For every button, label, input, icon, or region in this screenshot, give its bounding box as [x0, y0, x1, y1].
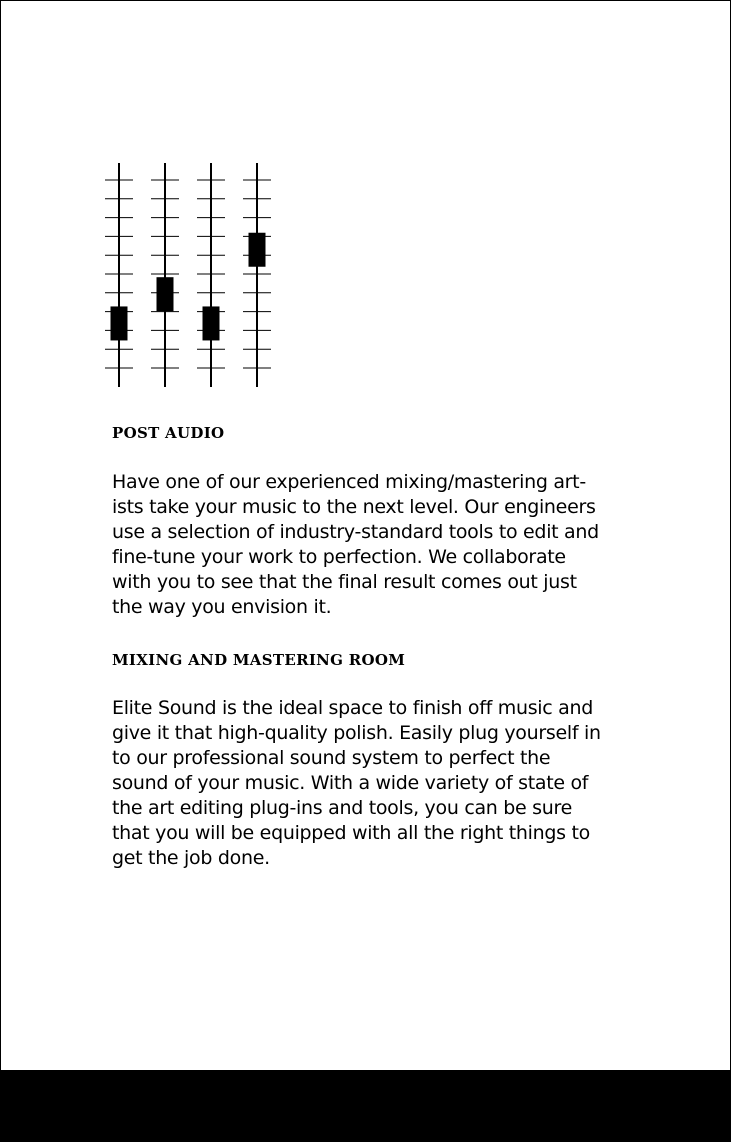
- post-audio-body: [112, 470, 652, 620]
- fader: [243, 163, 271, 387]
- fader: [151, 163, 179, 387]
- mixing-room-body: [112, 696, 652, 871]
- body-line: the art editing plug-ins and tools, you can be sure: [112, 797, 572, 819]
- body-line: use a selection of industry-standard tools to edit and: [112, 521, 599, 543]
- body-line: to our professional sound system to perfect the: [112, 747, 551, 769]
- body-line: Have one of our experienced mixing/mastering art-: [112, 471, 586, 493]
- post-audio-heading: POST AUDIO: [112, 424, 225, 442]
- fader-knob: [111, 306, 128, 340]
- body-line: Elite Sound is the ideal space to finish off music and: [112, 697, 594, 719]
- fader-knob: [157, 277, 174, 311]
- fader: [105, 163, 133, 387]
- body-line: fine-tune your work to perfection. We collaborate: [112, 546, 566, 568]
- fader-knob: [249, 233, 266, 267]
- mixing-room-heading: MIXING AND MASTERING ROOM: [112, 651, 406, 669]
- mixer-faders-icon: [100, 160, 280, 390]
- body-line: sound of your music. With a wide variety of state of: [112, 772, 589, 794]
- body-line: give it that high-quality polish. Easily plug yourself in: [112, 722, 601, 744]
- body-line: the way you envision it.: [112, 596, 332, 618]
- fader: [197, 163, 225, 387]
- body-line: get the job done.: [112, 847, 270, 869]
- body-line: with you to see that the final result comes out just: [112, 571, 577, 593]
- footer-bar: [0, 1070, 731, 1142]
- body-line: ists take your music to the next level. Our engineers: [112, 496, 596, 518]
- fader-knob: [203, 306, 220, 340]
- body-line: that you will be equipped with all the right things to: [112, 822, 590, 844]
